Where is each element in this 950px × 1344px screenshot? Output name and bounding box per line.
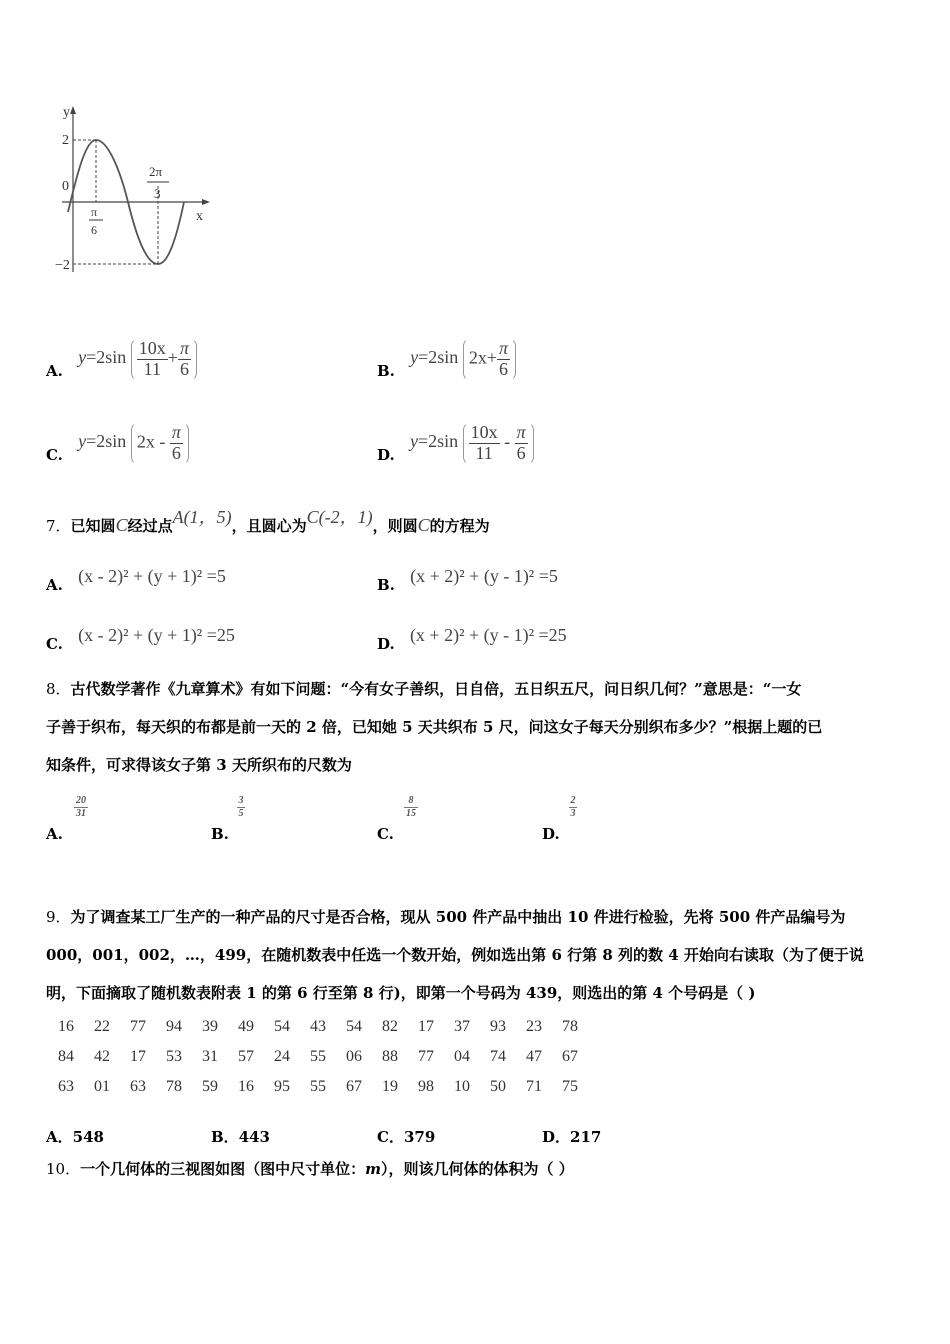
q8-line-2: 子善于织布，每天织的布都是前一天的 2 倍，已知她 5 天共织布 5 尺，问这女子每天分别织布多少？”根据上题的已 [46, 718, 823, 736]
q7-option-a[interactable]: A. (x - 2)² + (y + 1)² =5 [46, 566, 226, 594]
q6-c-formula: y=2sin 2x - $\frac{\pi}{6}$ [78, 431, 189, 451]
random-row-7: 84 42 17 53 31 57 24 55 06 88 77 04 74 47 67 [58, 1048, 578, 1065]
q7-d-expr: (x + 2)² + (y - 1)² =25 [409, 625, 567, 645]
x-label: x [196, 209, 203, 224]
q8-option-a[interactable]: $\frac{20}{31}$ A. [46, 795, 86, 843]
x2-den: 3 [154, 186, 161, 201]
q10-stem: 10．一个几何体的三视图如图（图中尺寸单位：m），则该几何体的体积为（ ） [46, 1160, 574, 1178]
q7-option-c[interactable]: C. (x - 2)² + (y + 1)² =25 [46, 625, 235, 653]
q6-option-a[interactable]: A. y=2sin $\frac{10x}{11}$ + $\frac{\pi}{6}$ [46, 338, 197, 381]
q8-line-3: 知条件，可求得该女子第 3 天所织布的尺数为 [46, 756, 352, 774]
q8-option-b[interactable]: $\frac{3}{5}$ B. [211, 795, 244, 843]
q7-stem: 7．已知圆C经过点A(1，5)，且圆心为C(-2，1)，则圆C的方程为 [46, 507, 490, 535]
q6-option-b[interactable]: B. y=2sin 2x+ $\frac{\pi}{6}$ [377, 338, 516, 381]
x1-den: 6 [91, 223, 97, 237]
random-number-table [58, 1018, 598, 1108]
q6-a-formula: y=2sin $\frac{10x}{11}$ + $\frac{\pi}{6}$ [78, 347, 197, 367]
q6-option-c[interactable]: C. y=2sin 2x - $\frac{\pi}{6}$ [46, 422, 189, 465]
origin-label: 0 [62, 179, 69, 194]
q6-b-formula: y=2sin 2x+ $\frac{\pi}{6}$ [410, 347, 516, 367]
q9-option-b[interactable]: B．443 [211, 1128, 270, 1146]
x-axis-arrow [202, 199, 210, 205]
x2-num: 2π [149, 164, 163, 179]
random-row-8: 63 01 63 78 59 16 95 55 67 19 98 10 50 71 75 [58, 1078, 578, 1095]
q7-option-b[interactable]: B. (x + 2)² + (y - 1)² =5 [377, 566, 558, 594]
y-label: y [63, 105, 70, 120]
q7-option-d[interactable]: D. (x + 2)² + (y - 1)² =25 [377, 625, 567, 653]
q6-option-d[interactable]: D. y=2sin $\frac{10x}{11}$ - $\frac{\pi}{6}$ [377, 422, 534, 465]
q7-c-expr: (x - 2)² + (y + 1)² =25 [78, 625, 235, 645]
q7-b-expr: (x + 2)² + (y - 1)² =5 [410, 566, 558, 586]
q9-line-1: 9．为了调查某工厂生产的一种产品的尺寸是否合格，现从 500 件产品中抽出 10 件进行检验，先将 500 件产品编号为 [46, 908, 846, 926]
y-min-label: −2 [55, 258, 70, 273]
q8-option-c[interactable]: $\frac{8}{15}$ C. [377, 795, 416, 843]
q7-a-expr: (x - 2)² + (y + 1)² =5 [78, 566, 226, 586]
q9-option-c[interactable]: C．379 [377, 1128, 436, 1146]
q9-stem [46, 898, 906, 1012]
q9-option-a[interactable]: A．548 [46, 1128, 104, 1146]
q8-stem [46, 670, 906, 784]
q9-line-3: 明，下面摘取了随机数表附表 1 的第 6 行至第 8 行)，即第一个号码为 439，则选出的第 4 个号码是（ ) [46, 984, 756, 1002]
random-row-6: 16 22 77 94 39 49 54 43 54 82 17 37 93 23 78 [58, 1018, 578, 1035]
q9-option-d[interactable]: D．217 [542, 1128, 602, 1146]
q8-line-1: 8．古代数学著作《九章算术》有如下问题：“今有女子善织，日自倍，五日织五尺，问日织几何？”意思是：“一女 [46, 680, 802, 698]
y-max-label: 2 [62, 133, 69, 148]
q6-d-formula: y=2sin $\frac{10x}{11}$ - $\frac{\pi}{6}$ [410, 431, 534, 451]
y-axis-arrow [70, 106, 76, 114]
q8-option-d[interactable]: $\frac{2}{3}$ D. [542, 795, 576, 843]
q9-line-2: 000，001，002，…，499，在随机数表中任选一个数开始，例如选出第 6 行第 8 列的数 4 开始向右读取（为了便于说 [46, 946, 864, 964]
sine-graph [50, 100, 220, 280]
x1-num: π [91, 205, 98, 219]
